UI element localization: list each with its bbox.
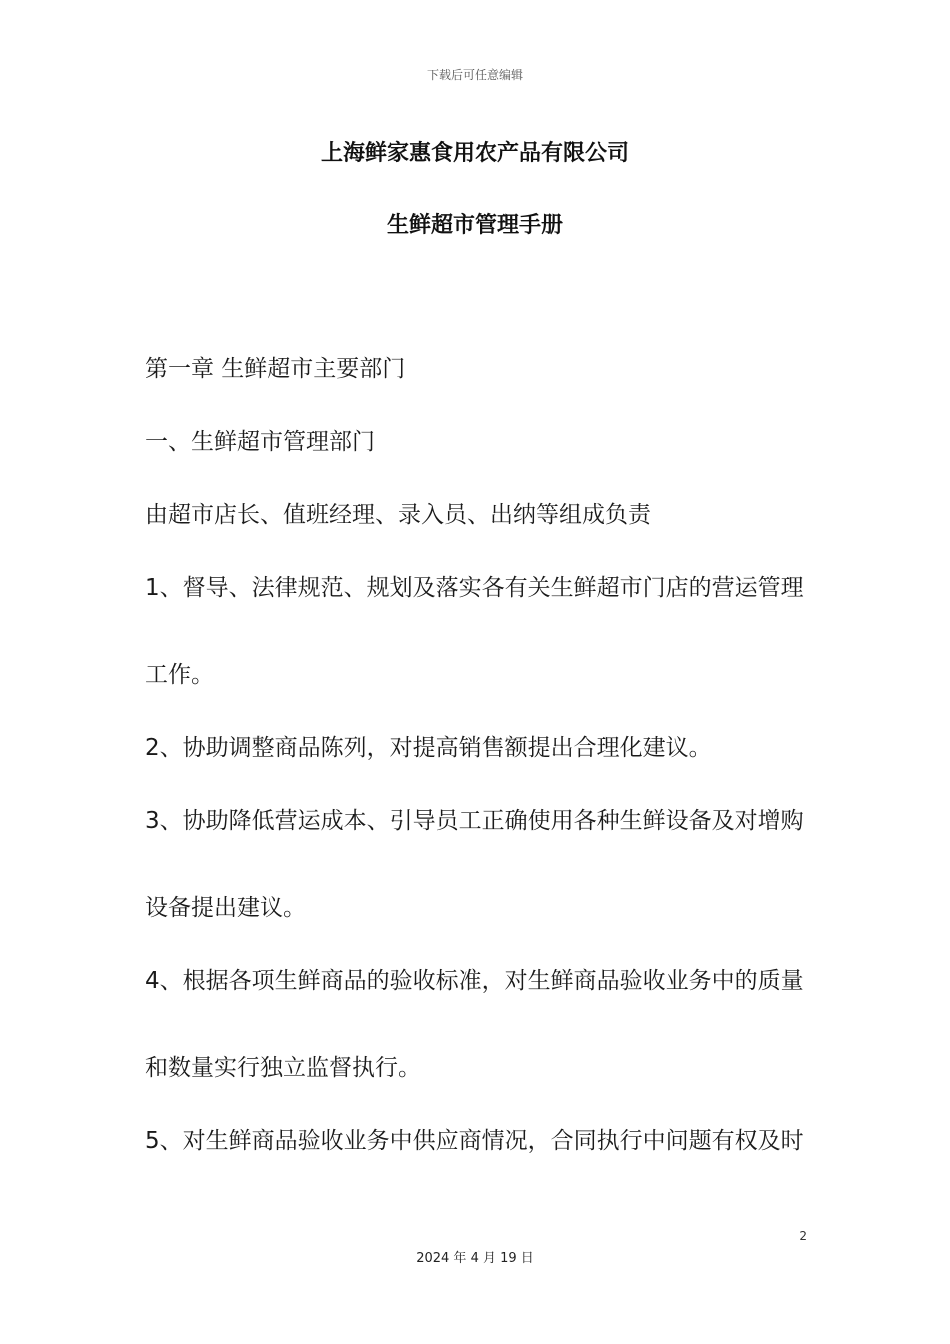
section-heading: 一、生鲜超市管理部门 [145,429,375,455]
item-3-line-1: 3、协助降低营运成本、引导员工正确使用各种生鲜设备及对增购 [145,808,804,834]
item-2-line-1: 2、协助调整商品陈列，对提高销售额提出合理化建议。 [145,735,712,761]
item-5-line-1: 5、对生鲜商品验收业务中供应商情况，合同执行中问题有权及时 [145,1128,804,1154]
manual-title: 生鲜超市管理手册 [386,213,563,238]
item-3-line-2: 设备提出建议。 [145,895,306,921]
item-1-line-1: 1、督导、法律规范、规划及落实各有关生鲜超市门店的营运管理 [145,575,804,601]
footer-date: 2024 年 4 月 19 日 [416,1251,534,1266]
header-note: 下载后可任意编辑 [426,68,523,82]
chapter-heading: 第一章 生鲜超市主要部门 [145,356,406,382]
page-number: 2 [799,1229,807,1243]
item-4-line-1: 4、根据各项生鲜商品的验收标准，对生鲜商品验收业务中的质量 [145,968,804,994]
item-1-line-2: 工作。 [145,662,214,688]
item-4-line-2: 和数量实行独立监督执行。 [145,1055,421,1081]
company-title: 上海鲜家惠食用农产品有限公司 [320,141,629,166]
intro-paragraph: 由超市店长、值班经理、录入员、出纳等组成负责 [145,502,651,528]
